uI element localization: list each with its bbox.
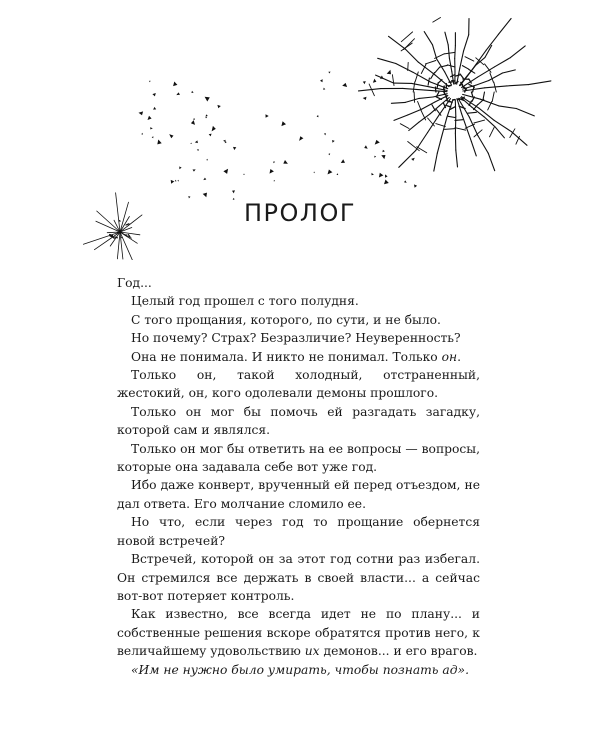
text-run: Ибо даже конверт, врученный ей перед отъездом, не дал ответа. Его молчание сломило ее.: [117, 478, 480, 511]
text-run: Только он мог бы помочь ей разгадать загадку, которой сам и являлся.: [117, 404, 480, 438]
text-run: Целый год прошел с того полудня.: [131, 294, 359, 309]
text-run: Но почему? Страх? Безразличие? Неуверенность?: [131, 331, 461, 346]
text-run: демонов... и его врагов.: [319, 644, 478, 659]
text-run: С того прощания, которого, по сути, и не было.: [131, 312, 441, 327]
paragraph: [117, 403, 480, 440]
italic-text: их: [304, 644, 320, 659]
text-run: Встречей, которой он за этот год сотни раз избегал. Он стремился все держать в своей власти... а сейчас вот-вот потеряет контроль.: [117, 552, 480, 603]
paragraph: [117, 274, 480, 292]
text-run: Год...: [117, 276, 152, 290]
paragraph: [117, 476, 480, 513]
paragraph: [117, 550, 480, 605]
text-run: Только он, такой холодный, отстраненный, жестокий, он, кого одолевали демоны прошлого.: [117, 368, 480, 401]
chapter-title: ПРОЛОГ: [244, 199, 356, 227]
paragraph: [117, 329, 480, 347]
paragraph: [117, 513, 480, 550]
large-glass-crack: [359, 18, 551, 172]
paragraph: [117, 292, 480, 310]
text-run: .: [457, 349, 462, 364]
paragraph: [117, 366, 480, 403]
paragraph: [117, 440, 480, 477]
italic-text: «Им не нужно было умирать, чтобы познать ад».: [131, 662, 469, 677]
italic-text: он: [441, 349, 458, 364]
paragraph: [117, 348, 480, 366]
paragraph: [117, 605, 480, 660]
paragraph: [117, 311, 480, 329]
text-run: Она не понимала. И никто не понимал. Только: [131, 349, 442, 364]
prologue-text: [117, 274, 480, 679]
text-run: Только он мог бы ответить на ее вопросы — вопросы, которые она задавала себе вот уже год.: [117, 441, 480, 475]
paragraph: [117, 661, 480, 679]
text-run: Как известно, все всегда идет не по плану... и собственные решения вскоре обратятся против него, к величайшему удовольствию: [117, 607, 480, 659]
text-run: Но что, если через год то прощание обернется новой встречей?: [117, 515, 480, 548]
